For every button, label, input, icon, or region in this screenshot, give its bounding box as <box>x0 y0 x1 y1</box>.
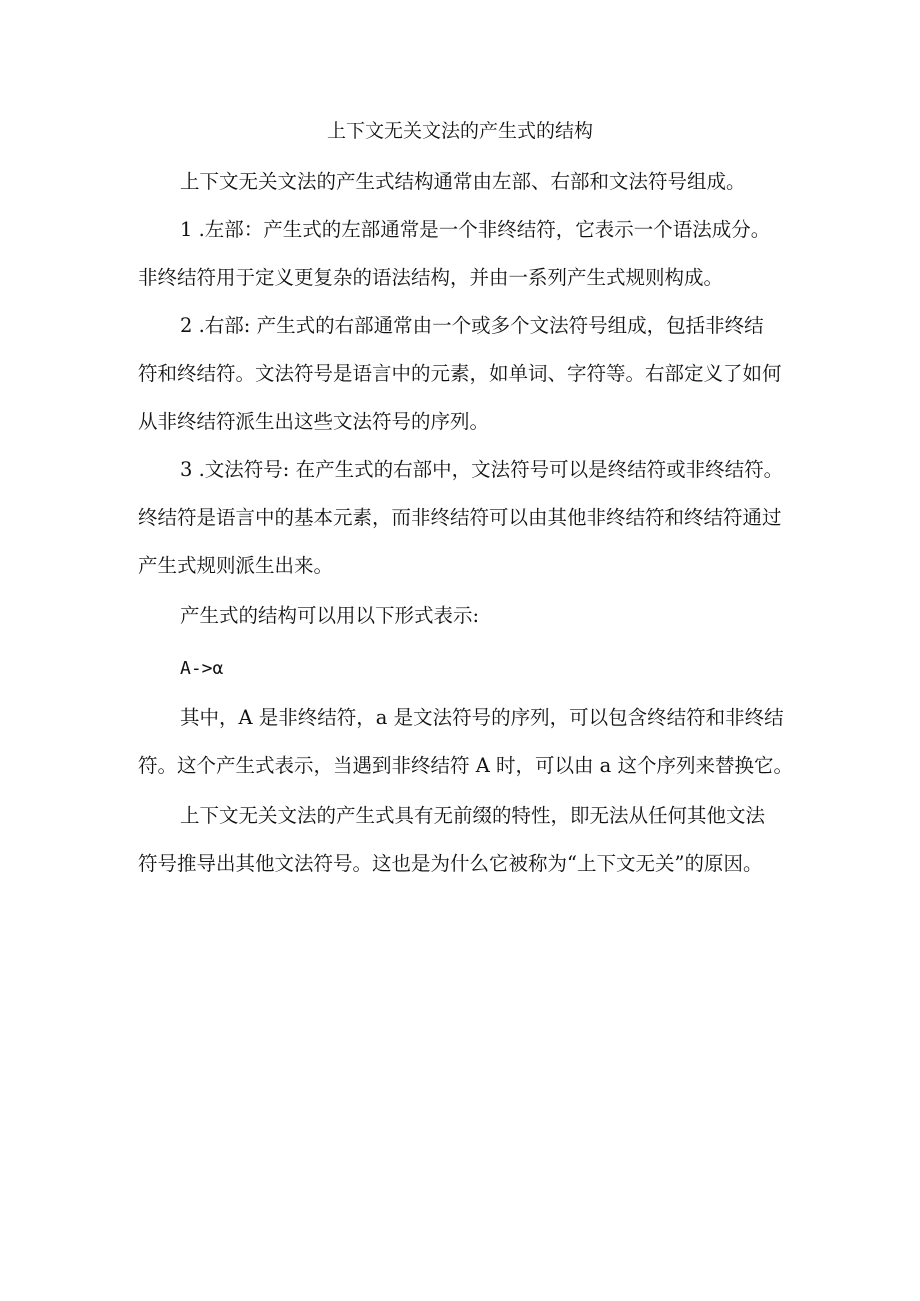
item-2-line-1: 2 .右部: 产生式的右部通常由一个或多个文法符号组成，包括非终结 <box>180 314 764 337</box>
form-intro-paragraph <box>138 592 810 640</box>
document-title: 上下文无关文法的产生式的结构 <box>326 120 593 142</box>
conclusion-line-2: 符号推导出其他文法符号。这也是为什么它被称为“上下文无关”的原因。 <box>138 852 763 875</box>
item-1-line-1: 1 .左部：产生式的左部通常是一个非终结符，它表示一个语法成分。 <box>180 218 771 241</box>
item-3-line-3: 产生式规则派生出来。 <box>138 554 334 577</box>
explain-line-1: 其中，A 是非终结符，a 是文法符号的序列，可以包含终结符和非终结 <box>180 706 784 729</box>
explain-paragraph <box>138 694 810 790</box>
conclusion-line-1: 上下文无关文法的产生式具有无前缀的特性，即无法从任何其他文法 <box>180 804 766 827</box>
intro-line: 上下文无关文法的产生式结构通常由左部、右部和文法符号组成。 <box>180 170 746 193</box>
explain-line-2: 符。这个产生式表示，当遇到非终结符 A 时，可以由 a 这个序列来替换它。 <box>138 754 794 777</box>
item-2-line-3: 从非终结符派生出这些文法符号的序列。 <box>138 410 490 433</box>
conclusion-paragraph <box>138 792 810 888</box>
production-formula: A->α <box>180 658 224 679</box>
intro-paragraph <box>138 158 810 206</box>
item-2-line-2: 符和终结符。文法符号是语言中的元素，如单词、字符等。右部定义了如何 <box>138 362 782 385</box>
item-1-line-2: 非终结符用于定义更复杂的语法结构，并由一系列产生式规则构成。 <box>138 266 724 289</box>
item-3-line-1: 3 .文法符号: 在产生式的右部中，文法符号可以是终结符或非终结符。 <box>180 458 784 481</box>
item-2-paragraph <box>138 302 810 446</box>
item-1-paragraph <box>138 206 810 302</box>
item-3-line-2: 终结符是语言中的基本元素，而非终结符可以由其他非终结符和终结符通过 <box>138 506 782 529</box>
item-3-paragraph <box>138 446 810 590</box>
form-intro-line: 产生式的结构可以用以下形式表示: <box>180 604 480 627</box>
